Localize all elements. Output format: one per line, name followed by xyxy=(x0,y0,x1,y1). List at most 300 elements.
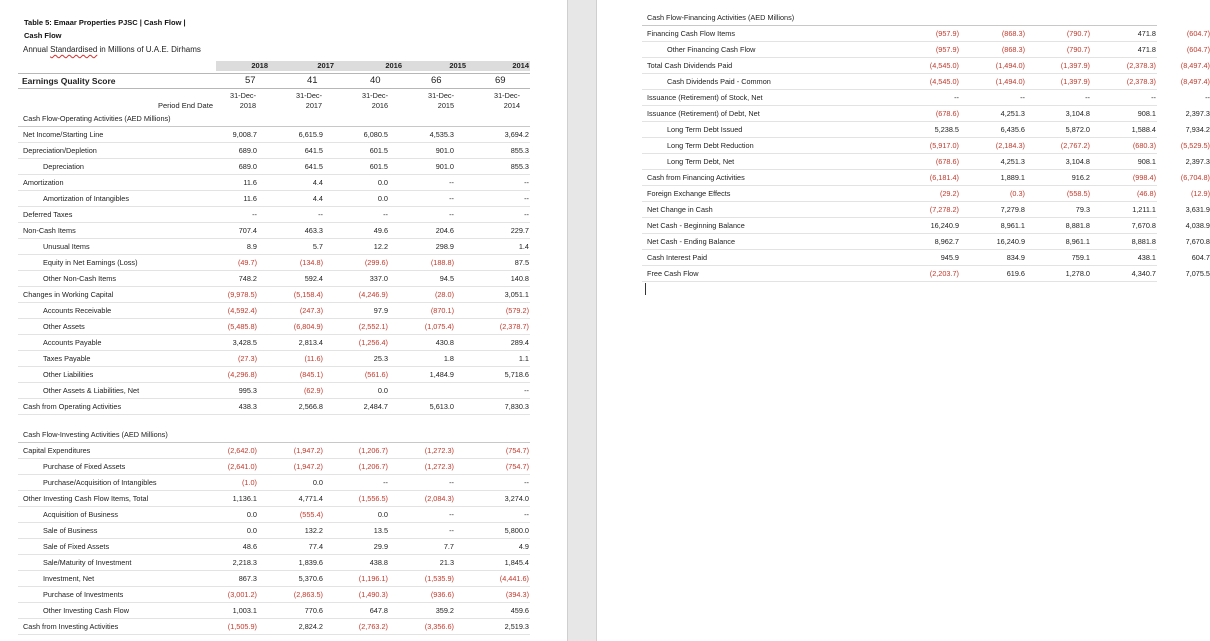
table-cell: 0.0 xyxy=(312,478,323,487)
table-cell: -- xyxy=(383,210,388,219)
row-label: Depreciation/Depletion xyxy=(23,146,97,155)
row-label: Long Term Debt Issued xyxy=(667,125,743,134)
table-cell: (998.4) xyxy=(1132,173,1156,182)
table-cell: 438.8 xyxy=(369,558,388,567)
table-cell: -- xyxy=(954,93,959,102)
table-cell: 4,251.3 xyxy=(1000,109,1025,118)
table-cell: (1,947.2) xyxy=(293,462,323,471)
table-cell: 945.9 xyxy=(940,253,959,262)
row-label: Cash from Financing Activities xyxy=(647,173,745,182)
row-label: Net Cash - Beginning Balance xyxy=(647,221,745,230)
earnings-quality-label: Earnings Quality Score xyxy=(22,76,116,86)
table-cell: 430.8 xyxy=(435,338,454,347)
period-end-date-1-1: 2017 xyxy=(305,101,322,110)
table-cell: 759.1 xyxy=(1071,253,1090,262)
table-row xyxy=(18,303,530,319)
table-cell: 25.3 xyxy=(373,354,388,363)
table-cell: 2,566.8 xyxy=(298,402,323,411)
table-cell: -- xyxy=(524,510,529,519)
table-cell: 459.6 xyxy=(510,606,529,615)
table-row xyxy=(18,443,530,459)
row-label: Issuance (Retirement) of Stock, Net xyxy=(647,93,763,102)
table-cell: 5,872.0 xyxy=(1065,125,1090,134)
table-cell: 1,889.1 xyxy=(1000,173,1025,182)
table-title-line2: Cash Flow xyxy=(24,31,62,40)
table-cell: (1,272.3) xyxy=(424,446,454,455)
table-cell: 337.0 xyxy=(369,274,388,283)
table-cell: 601.5 xyxy=(369,162,388,171)
table-cell: 2,397.3 xyxy=(1185,157,1210,166)
section-header-row xyxy=(642,10,1157,26)
table-row xyxy=(18,223,530,239)
section-header-row xyxy=(18,111,530,127)
table-cell: (1,505.9) xyxy=(227,622,257,631)
period-end-date-4-0: 31-Dec- xyxy=(494,91,520,100)
table-cell: (8,497.4) xyxy=(1180,77,1210,86)
row-label: Cash Flow-Investing Activities (AED Millions) xyxy=(23,430,168,439)
score-2018: 57 xyxy=(245,75,256,86)
table-cell: (604.7) xyxy=(1186,45,1210,54)
table-cell: (1.0) xyxy=(241,478,257,487)
table-cell: 619.6 xyxy=(1006,269,1025,278)
table-cell: 4.4 xyxy=(312,178,323,187)
table-cell: 79.3 xyxy=(1075,205,1090,214)
table-cell: 359.2 xyxy=(435,606,454,615)
table-cell: 8,962.7 xyxy=(934,237,959,246)
table-cell: (754.7) xyxy=(505,462,529,471)
document-page-left xyxy=(0,0,567,641)
table-cell: (2,863.5) xyxy=(293,590,323,599)
table-cell: (2,642.0) xyxy=(227,446,257,455)
table-cell: (1,494.0) xyxy=(995,61,1025,70)
table-cell: (247.3) xyxy=(299,306,323,315)
table-cell: 641.5 xyxy=(304,146,323,155)
row-label: Foreign Exchange Effects xyxy=(647,189,731,198)
table-cell: (4,441.6) xyxy=(499,574,529,583)
row-label: Amortization xyxy=(23,178,64,187)
year-col-4: 2015 xyxy=(449,61,466,70)
table-row xyxy=(642,154,1210,170)
table-cell: (1,494.0) xyxy=(995,77,1025,86)
table-cell: 3,104.8 xyxy=(1065,157,1090,166)
table-cell: 1,839.6 xyxy=(298,558,323,567)
table-cell: 0.0 xyxy=(377,194,388,203)
row-label: Other Investing Cash Flow xyxy=(43,606,129,615)
row-label: Changes in Working Capital xyxy=(23,290,114,299)
table-cell: 2,824.2 xyxy=(298,622,323,631)
table-cell: (46.8) xyxy=(1136,189,1156,198)
table-cell: -- xyxy=(524,478,529,487)
period-end-date-0-1: 2018 xyxy=(239,101,256,110)
table-cell: 463.3 xyxy=(304,226,323,235)
table-row xyxy=(18,191,530,207)
table-cell: 5,718.6 xyxy=(504,370,529,379)
table-cell: -- xyxy=(524,210,529,219)
row-label: Other Investing Cash Flow Items, Total xyxy=(23,494,149,503)
table-row xyxy=(642,106,1210,122)
table-cell: 7,670.8 xyxy=(1131,221,1156,230)
period-end-date-3-0: 31-Dec- xyxy=(428,91,454,100)
table-cell: 4,340.7 xyxy=(1131,269,1156,278)
table-cell: (558.5) xyxy=(1066,189,1090,198)
table-cell: (561.6) xyxy=(364,370,388,379)
table-cell: 3,274.0 xyxy=(504,494,529,503)
score-2016: 40 xyxy=(370,75,381,86)
table-row xyxy=(18,507,530,523)
table-cell: 0.0 xyxy=(377,386,388,395)
table-cell: 13.5 xyxy=(373,526,388,535)
table-cell: 1,278.0 xyxy=(1065,269,1090,278)
year-col-1: 2018 xyxy=(251,61,268,70)
table-cell: 0.0 xyxy=(377,178,388,187)
table-cell: (2,378.3) xyxy=(1126,77,1156,86)
table-cell: 834.9 xyxy=(1006,253,1025,262)
table-cell: (3,001.2) xyxy=(227,590,257,599)
table-cell: 3,051.1 xyxy=(504,290,529,299)
table-cell: 3,104.8 xyxy=(1065,109,1090,118)
row-label: Issuance (Retirement) of Debt, Net xyxy=(647,109,760,118)
table-cell: (9,978.5) xyxy=(227,290,257,299)
table-cell: 7,279.8 xyxy=(1000,205,1025,214)
table-cell: (2,378.3) xyxy=(1126,61,1156,70)
row-label: Financing Cash Flow Items xyxy=(647,29,736,38)
table-cell: -- xyxy=(1085,93,1090,102)
table-cell: 855.3 xyxy=(510,162,529,171)
table-cell: 3,694.2 xyxy=(504,130,529,139)
table-cell: (2,184.3) xyxy=(995,141,1025,150)
table-cell: (2,763.2) xyxy=(358,622,388,631)
table-cell: 601.5 xyxy=(369,146,388,155)
text-cursor xyxy=(645,283,646,295)
table-cell: 8.9 xyxy=(246,242,257,251)
table-cell: (1,256.4) xyxy=(358,338,388,347)
table-cell: (870.1) xyxy=(430,306,454,315)
table-cell: 7,075.5 xyxy=(1185,269,1210,278)
table-cell: (12.9) xyxy=(1190,189,1210,198)
row-label: Cash Dividends Paid - Common xyxy=(667,77,771,86)
row-label: Other Non-Cash Items xyxy=(43,274,116,283)
table-cell: 0.0 xyxy=(377,510,388,519)
table-cell: (2,084.3) xyxy=(424,494,454,503)
table-cell: (6,804.9) xyxy=(293,322,323,331)
row-label: Cash from Operating Activities xyxy=(23,402,122,411)
table-cell: 5,370.6 xyxy=(298,574,323,583)
table-cell: (555.4) xyxy=(299,510,323,519)
row-label: Net Cash - Ending Balance xyxy=(647,237,736,246)
row-label: Sale of Fixed Assets xyxy=(43,542,110,551)
row-label: Other Assets xyxy=(43,322,85,331)
table-cell: (754.7) xyxy=(505,446,529,455)
table-cell: (134.8) xyxy=(299,258,323,267)
table-cell: (1,272.3) xyxy=(424,462,454,471)
table-row xyxy=(18,459,530,475)
row-label: Acquisition of Business xyxy=(43,510,119,519)
table-cell: -- xyxy=(449,178,454,187)
table-cell: (0.3) xyxy=(1009,189,1025,198)
table-cell: 471.8 xyxy=(1137,45,1156,54)
table-cell: 229.7 xyxy=(510,226,529,235)
table-cell: (604.7) xyxy=(1186,29,1210,38)
row-label: Total Cash Dividends Paid xyxy=(647,61,733,70)
table-cell: (2,203.7) xyxy=(929,269,959,278)
row-label: Depreciation xyxy=(43,162,84,171)
table-cell: 908.1 xyxy=(1137,157,1156,166)
table-cell: (5,485.8) xyxy=(227,322,257,331)
table-cell: 901.0 xyxy=(435,162,454,171)
row-label: Purchase/Acquisition of Intangibles xyxy=(43,478,157,487)
table-cell: (394.3) xyxy=(505,590,529,599)
table-cell: (27.3) xyxy=(237,354,257,363)
table-cell: 438.1 xyxy=(1137,253,1156,262)
table-cell: (6,704.8) xyxy=(1180,173,1210,182)
table-cell: (29.2) xyxy=(939,189,959,198)
table-cell: 2,519.3 xyxy=(504,622,529,631)
table-row xyxy=(18,271,530,287)
table-row xyxy=(18,143,530,159)
table-cell: 8,881.8 xyxy=(1131,237,1156,246)
table-row xyxy=(642,138,1210,154)
period-end-date-0-0: 31-Dec- xyxy=(230,91,256,100)
table-cell: 1,588.4 xyxy=(1131,125,1156,134)
table-cell: 4,251.3 xyxy=(1000,157,1025,166)
table-cell: (1,196.1) xyxy=(358,574,388,583)
section-header-row xyxy=(18,427,530,443)
row-label: Purchase of Investments xyxy=(43,590,124,599)
year-header xyxy=(216,61,530,71)
table-cell: -- xyxy=(449,194,454,203)
table-cell: -- xyxy=(449,510,454,519)
table-cell: 29.9 xyxy=(373,542,388,551)
table-cell: 689.0 xyxy=(238,162,257,171)
table-cell: (4,592.4) xyxy=(227,306,257,315)
year-col-5: 2014 xyxy=(512,61,529,70)
table-cell: 5,238.5 xyxy=(934,125,959,134)
year-col-2: 2017 xyxy=(317,61,334,70)
table-cell: (49.7) xyxy=(237,258,257,267)
table-row xyxy=(642,58,1210,74)
table-cell: 2,218.3 xyxy=(232,558,257,567)
table-row xyxy=(642,218,1210,234)
table-cell: 995.3 xyxy=(238,386,257,395)
page-gutter xyxy=(567,0,597,641)
table-cell: (5,158.4) xyxy=(293,290,323,299)
table-cell: (4,296.8) xyxy=(227,370,257,379)
table-cell: 289.4 xyxy=(510,338,529,347)
table-cell: (1,075.4) xyxy=(424,322,454,331)
table-cell: 4,535.3 xyxy=(429,130,454,139)
table-cell: (3,356.6) xyxy=(424,622,454,631)
table-cell: 0.0 xyxy=(246,526,257,535)
table-row xyxy=(642,250,1210,266)
table-cell: (6,181.4) xyxy=(929,173,959,182)
table-cell: 11.6 xyxy=(243,194,257,203)
table-cell: 5.7 xyxy=(312,242,323,251)
table-cell: (868.3) xyxy=(1001,29,1025,38)
table-cell: 94.5 xyxy=(439,274,454,283)
table-cell: 604.7 xyxy=(1191,253,1210,262)
table-cell: 8,881.8 xyxy=(1065,221,1090,230)
table-cell: 132.2 xyxy=(304,526,323,535)
table-cell: 7,934.2 xyxy=(1185,125,1210,134)
table-row xyxy=(642,42,1210,58)
table-cell: 6,080.5 xyxy=(363,130,388,139)
table-cell: -- xyxy=(449,478,454,487)
table-cell: 204.6 xyxy=(435,226,454,235)
table-cell: (579.2) xyxy=(505,306,529,315)
table-cell: 12.2 xyxy=(373,242,388,251)
table-cell: 11.6 xyxy=(243,178,257,187)
row-label: Net Change in Cash xyxy=(647,205,713,214)
row-label: Cash Flow-Financing Activities (AED Millions) xyxy=(647,13,795,22)
row-label: Unusual Items xyxy=(43,242,90,251)
table-cell: 1.4 xyxy=(518,242,529,251)
table-cell: (845.1) xyxy=(299,370,323,379)
table-row xyxy=(18,603,530,619)
table-cell: 770.6 xyxy=(304,606,323,615)
table-cell: -- xyxy=(318,210,323,219)
table-cell: (868.3) xyxy=(1001,45,1025,54)
table-cell: 97.9 xyxy=(373,306,388,315)
table-cell: 7,830.3 xyxy=(504,402,529,411)
row-label: Deferred Taxes xyxy=(23,210,73,219)
table-cell: (678.6) xyxy=(935,109,959,118)
row-label: Accounts Receivable xyxy=(43,306,112,315)
table-cell: 1.8 xyxy=(443,354,454,363)
table-row xyxy=(18,367,530,383)
table-cell: 21.3 xyxy=(439,558,454,567)
table-row xyxy=(642,122,1210,138)
table-row xyxy=(18,619,530,635)
table-cell: -- xyxy=(1151,93,1156,102)
table-row xyxy=(18,207,530,223)
table-cell: 471.8 xyxy=(1137,29,1156,38)
score-2017: 41 xyxy=(307,75,318,86)
table-row xyxy=(18,571,530,587)
period-end-date-2-1: 2016 xyxy=(371,101,388,110)
table-row xyxy=(18,539,530,555)
table-cell: (5,917.0) xyxy=(929,141,959,150)
table-cell: (4,246.9) xyxy=(358,290,388,299)
table-cell: 438.3 xyxy=(238,402,257,411)
row-label: Other Assets & Liabilities, Net xyxy=(43,386,140,395)
row-label: Cash Flow-Operating Activities (AED Millions) xyxy=(23,114,171,123)
table-cell: -- xyxy=(524,178,529,187)
table-row xyxy=(18,587,530,603)
table-cell: 4.9 xyxy=(518,542,529,551)
table-cell: (62.9) xyxy=(303,386,323,395)
table-cell: -- xyxy=(383,478,388,487)
table-cell: 592.4 xyxy=(304,274,323,283)
table-cell: (790.7) xyxy=(1066,45,1090,54)
table-cell: (8,497.4) xyxy=(1180,61,1210,70)
table-row xyxy=(18,335,530,351)
table-cell: (1,556.5) xyxy=(358,494,388,503)
table-row xyxy=(18,319,530,335)
table-cell: 6,615.9 xyxy=(298,130,323,139)
table-cell: 6,435.6 xyxy=(1000,125,1025,134)
table-cell: (1,206.7) xyxy=(358,462,388,471)
table-cell: 689.0 xyxy=(238,146,257,155)
table-cell: 4.4 xyxy=(312,194,323,203)
table-cell: 901.0 xyxy=(435,146,454,155)
table-row xyxy=(642,266,1210,282)
table-row xyxy=(18,255,530,271)
table-cell: 641.5 xyxy=(304,162,323,171)
table-cell: -- xyxy=(524,194,529,203)
table-cell: 2,813.4 xyxy=(298,338,323,347)
table-cell: -- xyxy=(524,386,529,395)
table-cell: 298.9 xyxy=(435,242,454,251)
table-cell: 916.2 xyxy=(1071,173,1090,182)
table-cell: (1,947.2) xyxy=(293,446,323,455)
period-end-date-2-0: 31-Dec- xyxy=(362,91,388,100)
table-cell: (1,397.9) xyxy=(1060,77,1090,86)
table-cell: 3,428.5 xyxy=(232,338,257,347)
table-cell: (2,378.7) xyxy=(499,322,529,331)
row-label: Taxes Payable xyxy=(43,354,91,363)
table-cell: 7.7 xyxy=(443,542,454,551)
table-cell: (28.0) xyxy=(434,290,454,299)
table-cell: 4,771.4 xyxy=(298,494,323,503)
table-row xyxy=(18,159,530,175)
table-cell: -- xyxy=(1205,93,1210,102)
table-cell: (2,552.1) xyxy=(358,322,388,331)
table-row xyxy=(18,127,530,143)
table-cell: -- xyxy=(449,210,454,219)
misspelled-word[interactable]: Standardised xyxy=(50,45,98,54)
table-cell: 8,961.1 xyxy=(1065,237,1090,246)
table-cell: 2,484.7 xyxy=(363,402,388,411)
table-cell: (11.6) xyxy=(304,354,323,363)
table-cell: 2,397.3 xyxy=(1185,109,1210,118)
row-label: Equity in Net Earnings (Loss) xyxy=(43,258,138,267)
table-cell: 87.5 xyxy=(514,258,529,267)
row-label: Purchase of Fixed Assets xyxy=(43,462,126,471)
row-label: Sale of Business xyxy=(43,526,98,535)
table-row xyxy=(18,399,530,415)
table-cell: 5,800.0 xyxy=(504,526,529,535)
score-2015: 66 xyxy=(431,75,442,86)
table-cell: 908.1 xyxy=(1137,109,1156,118)
table-row xyxy=(642,170,1210,186)
table-cell: 1,845.4 xyxy=(504,558,529,567)
table-cell: 1,211.1 xyxy=(1132,205,1156,214)
table-cell: 5,613.0 xyxy=(429,402,454,411)
table-cell: 77.4 xyxy=(308,542,323,551)
table-row xyxy=(18,383,530,399)
row-label: Capital Expenditures xyxy=(23,446,91,455)
table-cell: 707.4 xyxy=(238,226,257,235)
table-cell: (299.6) xyxy=(364,258,388,267)
table-cell: 748.2 xyxy=(238,274,257,283)
table-cell: (1,397.9) xyxy=(1060,61,1090,70)
period-end-date-1-0: 31-Dec- xyxy=(296,91,322,100)
table-cell: 1,484.9 xyxy=(429,370,454,379)
row-label: Long Term Debt, Net xyxy=(667,157,735,166)
table-cell: (678.6) xyxy=(935,157,959,166)
table-cell: (188.8) xyxy=(430,258,454,267)
period-end-date-label: Period End Date xyxy=(157,101,213,110)
row-label: Other Liabilities xyxy=(43,370,94,379)
period-end-date-3-1: 2015 xyxy=(437,101,454,110)
table-cell: 1,003.1 xyxy=(232,606,257,615)
table-cell: 4,038.9 xyxy=(1185,221,1210,230)
table-row xyxy=(18,475,530,491)
table-cell: 16,240.9 xyxy=(996,237,1025,246)
row-label: Amortization of Intangibles xyxy=(43,194,129,203)
table-cell: -- xyxy=(449,526,454,535)
table-row xyxy=(642,202,1210,218)
